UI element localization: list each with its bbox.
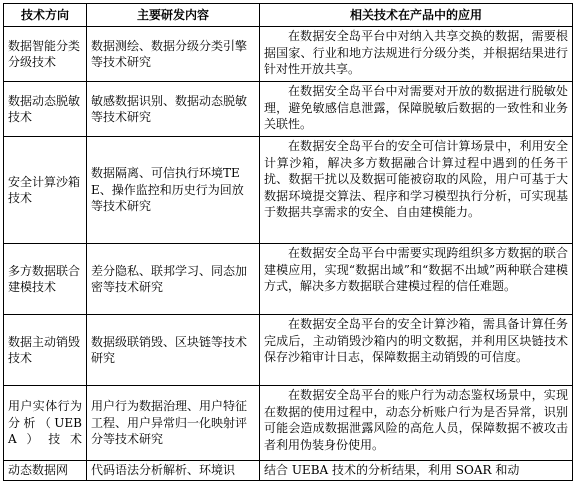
header-content: 主要研发内容 bbox=[87, 4, 260, 27]
cell-direction: 多方数据联合建模技术 bbox=[4, 244, 87, 315]
cell-direction: 安全计算沙箱技术 bbox=[4, 137, 87, 244]
header-application: 相关技术在产品中的应用 bbox=[260, 4, 573, 27]
cell-content: 数据级联销毁、区块链等技术研究 bbox=[87, 315, 260, 386]
cell-direction: 动态数据网 bbox=[4, 461, 87, 481]
cell-content: 敏感数据识别、数据动态脱敏等技术研究 bbox=[87, 82, 260, 137]
header-direction: 技术方向 bbox=[4, 4, 87, 27]
cell-direction: 用户实体行为分析（UEBA）技术 bbox=[4, 386, 87, 461]
cell-content: 代码语法分析解析、环境识 bbox=[87, 461, 260, 481]
cell-application: 在数据安全岛平台的安全可信计算场景中，利用安全计算沙箱，解决多方数据融合计算过程中遇到的任务干扰、数据干扰以及数据可能被窃取的风险，用户可基于大数据环境提交算法、程序和学习模型执行分析，可实现基于数据共享需求的安全、自由建模能力。 bbox=[260, 137, 573, 244]
table-row bbox=[4, 461, 573, 481]
cell-direction: 数据主动销毁技术 bbox=[4, 315, 87, 386]
table-row bbox=[4, 315, 573, 386]
cell-content: 用户行为数据治理、用户特征工程、用户异常归一化映射评分等技术研究 bbox=[87, 386, 260, 461]
table-row bbox=[4, 82, 573, 137]
table-row bbox=[4, 137, 573, 244]
cell-application: 在数据安全岛平台中对纳入共享交换的数据，需要根据国家、行业和地方法规进行分级分类，并根据结果进行针对性开放共享。 bbox=[260, 27, 573, 82]
cell-application: 在数据安全岛平台的账户行为动态鉴权场景中，实现在数据的使用过程中，动态分析账户行为是否异常，识别可能会造成数据泄露风险的高危人员，保障数据不被攻击者利用伪装身份使用。 bbox=[260, 386, 573, 461]
cell-direction: 数据智能分类分级技术 bbox=[4, 27, 87, 82]
cell-content: 数据隔离、可信执行环境TEE、操作监控和历史行为回放等技术研究 bbox=[87, 137, 260, 244]
cell-application: 结合 UEBA 技术的分析结果，利用 SOAR 和动 bbox=[260, 461, 573, 481]
table-row bbox=[4, 27, 573, 82]
tech-table bbox=[3, 3, 573, 481]
cell-application: 在数据安全岛平台中需要实现跨组织多方数据的联合建模应用，实现“数据出域”和“数据不出域”两种联合建模方式，解决多方数据联合建模过程的信任难题。 bbox=[260, 244, 573, 315]
cell-content: 差分隐私、联邦学习、同态加密等技术研究 bbox=[87, 244, 260, 315]
cell-application: 在数据安全岛平台中对需要对开放的数据进行脱敏处理，避免敏感信息泄露，保障脱敏后数据的一致性和业务关联性。 bbox=[260, 82, 573, 137]
table-row bbox=[4, 244, 573, 315]
cell-content: 数据测绘、数据分级分类引擎等技术研究 bbox=[87, 27, 260, 82]
table-header-row bbox=[4, 4, 573, 27]
table-row bbox=[4, 386, 573, 461]
cell-application: 在数据安全岛平台的安全计算沙箱，需具备计算任务完成后，主动销毁沙箱内的明文数据，并利用区块链技术保存沙箱审计日志，保障数据主动销毁的可信度。 bbox=[260, 315, 573, 386]
cell-direction: 数据动态脱敏技术 bbox=[4, 82, 87, 137]
